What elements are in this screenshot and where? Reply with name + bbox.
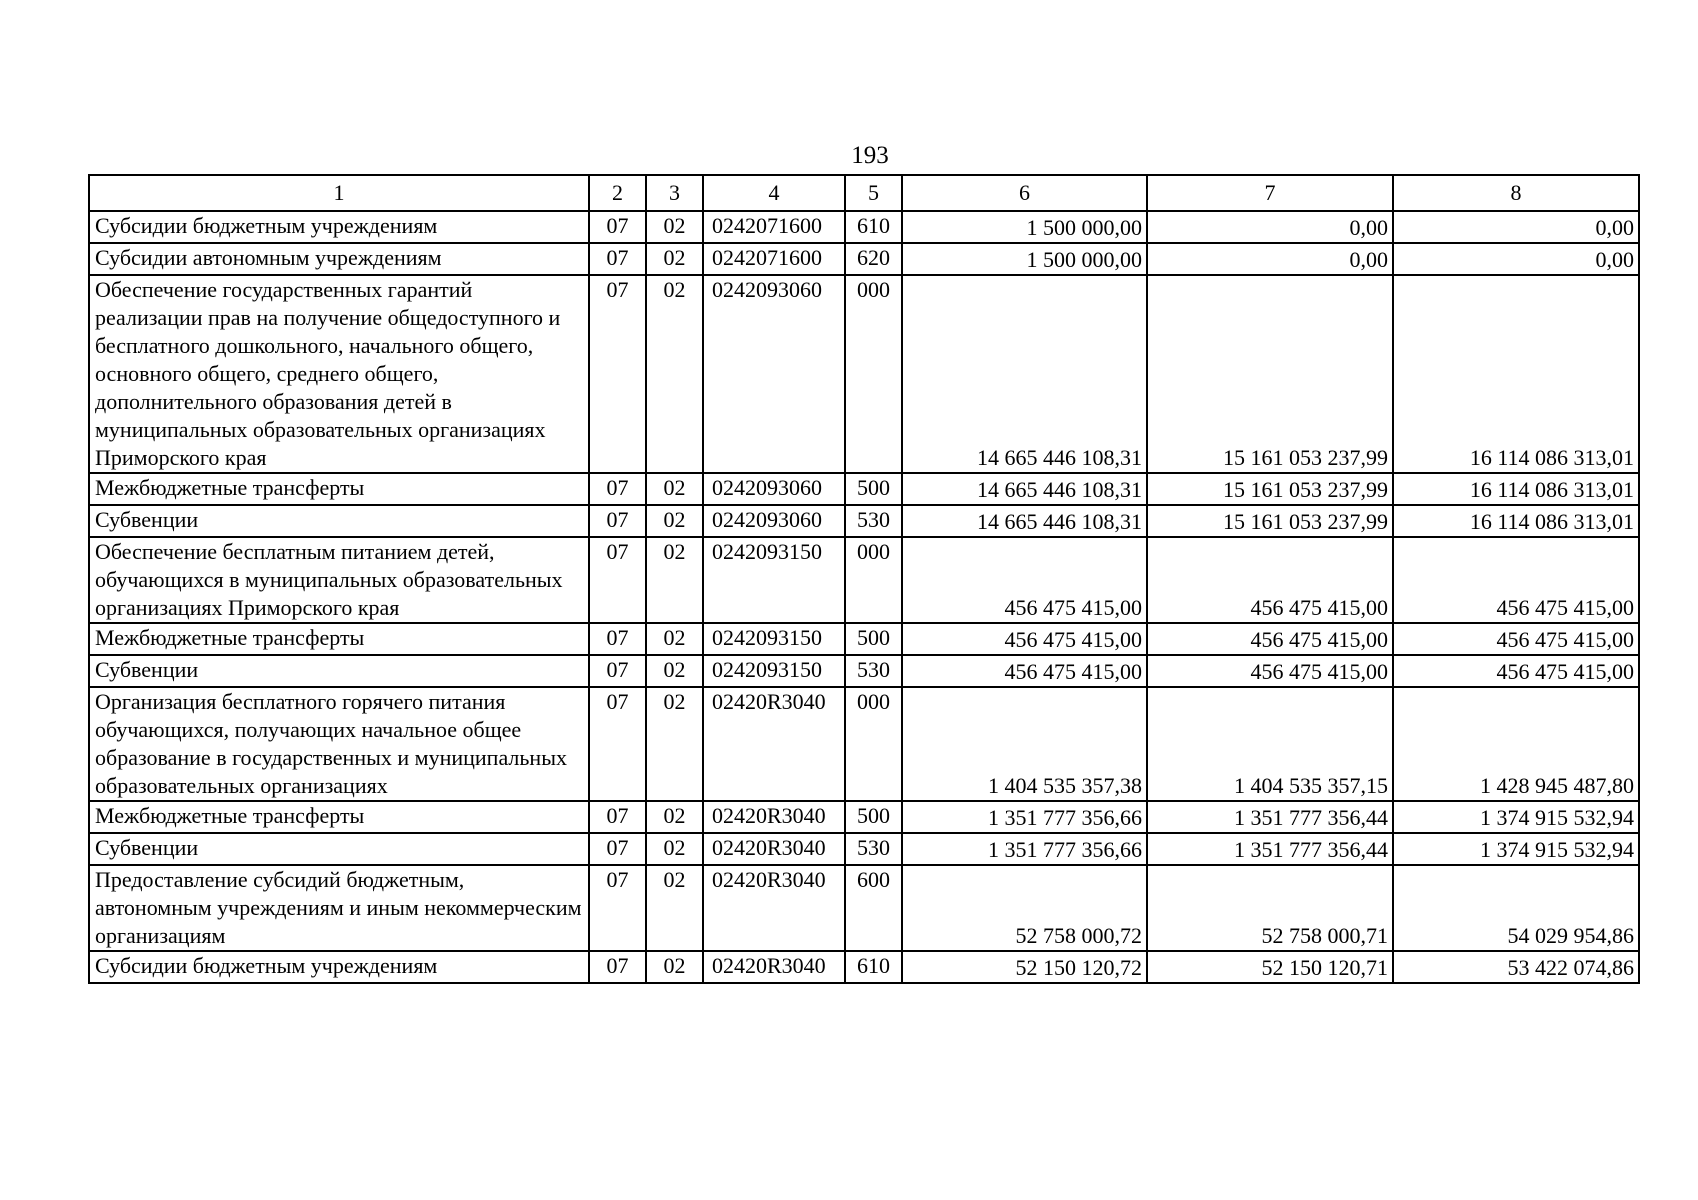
row-section: 07 — [589, 275, 646, 473]
row-section: 07 — [589, 865, 646, 951]
row-target-code: 02420R3040 — [703, 687, 845, 801]
table-row — [89, 623, 1639, 655]
table-row — [89, 951, 1639, 983]
row-amount-col6: 456 475 415,00 — [902, 537, 1147, 623]
row-target-code: 02420R3040 — [703, 951, 845, 983]
row-amount-col6: 1 500 000,00 — [902, 211, 1147, 243]
row-amount-col7: 15 161 053 237,99 — [1147, 505, 1393, 537]
row-target-code: 0242093150 — [703, 655, 845, 687]
row-name: Субсидии бюджетным учреждениям — [89, 211, 589, 243]
row-target-code: 0242093060 — [703, 473, 845, 505]
column-header: 8 — [1393, 175, 1639, 211]
row-target-code: 02420R3040 — [703, 833, 845, 865]
row-subsection: 02 — [646, 243, 703, 275]
row-amount-col6: 456 475 415,00 — [902, 623, 1147, 655]
column-header: 4 — [703, 175, 845, 211]
row-amount-col7: 456 475 415,00 — [1147, 623, 1393, 655]
table-row — [89, 243, 1639, 275]
table-row — [89, 865, 1639, 951]
column-header: 7 — [1147, 175, 1393, 211]
row-amount-col6: 456 475 415,00 — [902, 655, 1147, 687]
row-subsection: 02 — [646, 211, 703, 243]
table-row — [89, 275, 1639, 473]
row-amount-col8: 1 428 945 487,80 — [1393, 687, 1639, 801]
row-expense-type: 530 — [845, 655, 902, 687]
table-row — [89, 537, 1639, 623]
row-expense-type: 500 — [845, 801, 902, 833]
row-amount-col8: 1 374 915 532,94 — [1393, 833, 1639, 865]
row-amount-col8: 16 114 086 313,01 — [1393, 505, 1639, 537]
row-amount-col8: 456 475 415,00 — [1393, 655, 1639, 687]
row-amount-col8: 53 422 074,86 — [1393, 951, 1639, 983]
row-name: Субвенции — [89, 505, 589, 537]
row-target-code: 0242093060 — [703, 275, 845, 473]
row-amount-col6: 14 665 446 108,31 — [902, 505, 1147, 537]
row-subsection: 02 — [646, 505, 703, 537]
row-amount-col7: 15 161 053 237,99 — [1147, 473, 1393, 505]
row-subsection: 02 — [646, 801, 703, 833]
row-amount-col6: 52 150 120,72 — [902, 951, 1147, 983]
row-target-code: 0242093150 — [703, 623, 845, 655]
table-row — [89, 473, 1639, 505]
row-amount-col7: 456 475 415,00 — [1147, 537, 1393, 623]
row-expense-type: 000 — [845, 537, 902, 623]
table-row — [89, 505, 1639, 537]
row-amount-col6: 14 665 446 108,31 — [902, 275, 1147, 473]
row-amount-col6: 14 665 446 108,31 — [902, 473, 1147, 505]
row-subsection: 02 — [646, 951, 703, 983]
row-target-code: 0242093150 — [703, 537, 845, 623]
row-name: Межбюджетные трансферты — [89, 623, 589, 655]
row-name: Обеспечение бесплатным питанием детей, обучающихся в муниципальных образовательных организациях Приморского края — [89, 537, 589, 623]
row-name: Субсидии автономным учреждениям — [89, 243, 589, 275]
row-amount-col8: 1 374 915 532,94 — [1393, 801, 1639, 833]
header-row — [89, 175, 1639, 211]
row-name: Предоставление субсидий бюджетным, автономным учреждениям и иным некоммерческим организациям — [89, 865, 589, 951]
row-subsection: 02 — [646, 623, 703, 655]
row-amount-col8: 0,00 — [1393, 243, 1639, 275]
column-header: 2 — [589, 175, 646, 211]
row-target-code: 0242071600 — [703, 211, 845, 243]
table-row — [89, 833, 1639, 865]
row-expense-type: 620 — [845, 243, 902, 275]
row-name: Субвенции — [89, 833, 589, 865]
row-section: 07 — [589, 505, 646, 537]
budget-table — [88, 174, 1640, 984]
row-expense-type: 610 — [845, 211, 902, 243]
row-amount-col7: 1 404 535 357,15 — [1147, 687, 1393, 801]
row-section: 07 — [589, 211, 646, 243]
row-section: 07 — [589, 655, 646, 687]
row-target-code: 02420R3040 — [703, 865, 845, 951]
row-subsection: 02 — [646, 833, 703, 865]
row-amount-col7: 1 351 777 356,44 — [1147, 833, 1393, 865]
row-section: 07 — [589, 537, 646, 623]
row-name: Организация бесплатного горячего питания обучающихся, получающих начальное общее образование в государственных и муниципальных образовательных организациях — [89, 687, 589, 801]
table-row — [89, 655, 1639, 687]
row-subsection: 02 — [646, 865, 703, 951]
row-amount-col8: 456 475 415,00 — [1393, 537, 1639, 623]
row-amount-col6: 1 351 777 356,66 — [902, 801, 1147, 833]
row-amount-col8: 16 114 086 313,01 — [1393, 275, 1639, 473]
row-expense-type: 600 — [845, 865, 902, 951]
column-header: 6 — [902, 175, 1147, 211]
row-amount-col7: 1 351 777 356,44 — [1147, 801, 1393, 833]
row-name: Субвенции — [89, 655, 589, 687]
row-subsection: 02 — [646, 473, 703, 505]
row-amount-col6: 1 351 777 356,66 — [902, 833, 1147, 865]
row-amount-col7: 52 758 000,71 — [1147, 865, 1393, 951]
row-expense-type: 530 — [845, 505, 902, 537]
table-row — [89, 211, 1639, 243]
column-header: 3 — [646, 175, 703, 211]
row-name: Обеспечение государственных гарантий реализации прав на получение общедоступного и бесплатного дошкольного, начального общего, основного общего, среднего общего, дополнительного образования детей в муниципальных образовательных организациях Приморского края — [89, 275, 589, 473]
row-section: 07 — [589, 833, 646, 865]
row-subsection: 02 — [646, 687, 703, 801]
row-target-code: 0242093060 — [703, 505, 845, 537]
row-target-code: 0242071600 — [703, 243, 845, 275]
row-amount-col7: 456 475 415,00 — [1147, 655, 1393, 687]
row-section: 07 — [589, 801, 646, 833]
row-name: Субсидии бюджетным учреждениям — [89, 951, 589, 983]
row-section: 07 — [589, 473, 646, 505]
row-subsection: 02 — [646, 275, 703, 473]
row-expense-type: 000 — [845, 687, 902, 801]
row-expense-type: 500 — [845, 623, 902, 655]
row-amount-col7: 15 161 053 237,99 — [1147, 275, 1393, 473]
row-subsection: 02 — [646, 537, 703, 623]
row-amount-col7: 0,00 — [1147, 211, 1393, 243]
row-section: 07 — [589, 623, 646, 655]
row-subsection: 02 — [646, 655, 703, 687]
row-expense-type: 500 — [845, 473, 902, 505]
row-amount-col8: 16 114 086 313,01 — [1393, 473, 1639, 505]
row-expense-type: 530 — [845, 833, 902, 865]
column-header: 5 — [845, 175, 902, 211]
row-amount-col6: 1 500 000,00 — [902, 243, 1147, 275]
row-section: 07 — [589, 687, 646, 801]
row-name: Межбюджетные трансферты — [89, 801, 589, 833]
row-amount-col8: 0,00 — [1393, 211, 1639, 243]
row-name: Межбюджетные трансферты — [89, 473, 589, 505]
row-amount-col7: 52 150 120,71 — [1147, 951, 1393, 983]
row-amount-col6: 52 758 000,72 — [902, 865, 1147, 951]
page-number: 193 — [851, 142, 889, 169]
table-row — [89, 687, 1639, 801]
row-section: 07 — [589, 243, 646, 275]
row-expense-type: 000 — [845, 275, 902, 473]
row-target-code: 02420R3040 — [703, 801, 845, 833]
row-amount-col7: 0,00 — [1147, 243, 1393, 275]
row-expense-type: 610 — [845, 951, 902, 983]
row-amount-col8: 456 475 415,00 — [1393, 623, 1639, 655]
row-amount-col8: 54 029 954,86 — [1393, 865, 1639, 951]
row-amount-col6: 1 404 535 357,38 — [902, 687, 1147, 801]
column-header: 1 — [89, 175, 589, 211]
table-row — [89, 801, 1639, 833]
row-section: 07 — [589, 951, 646, 983]
